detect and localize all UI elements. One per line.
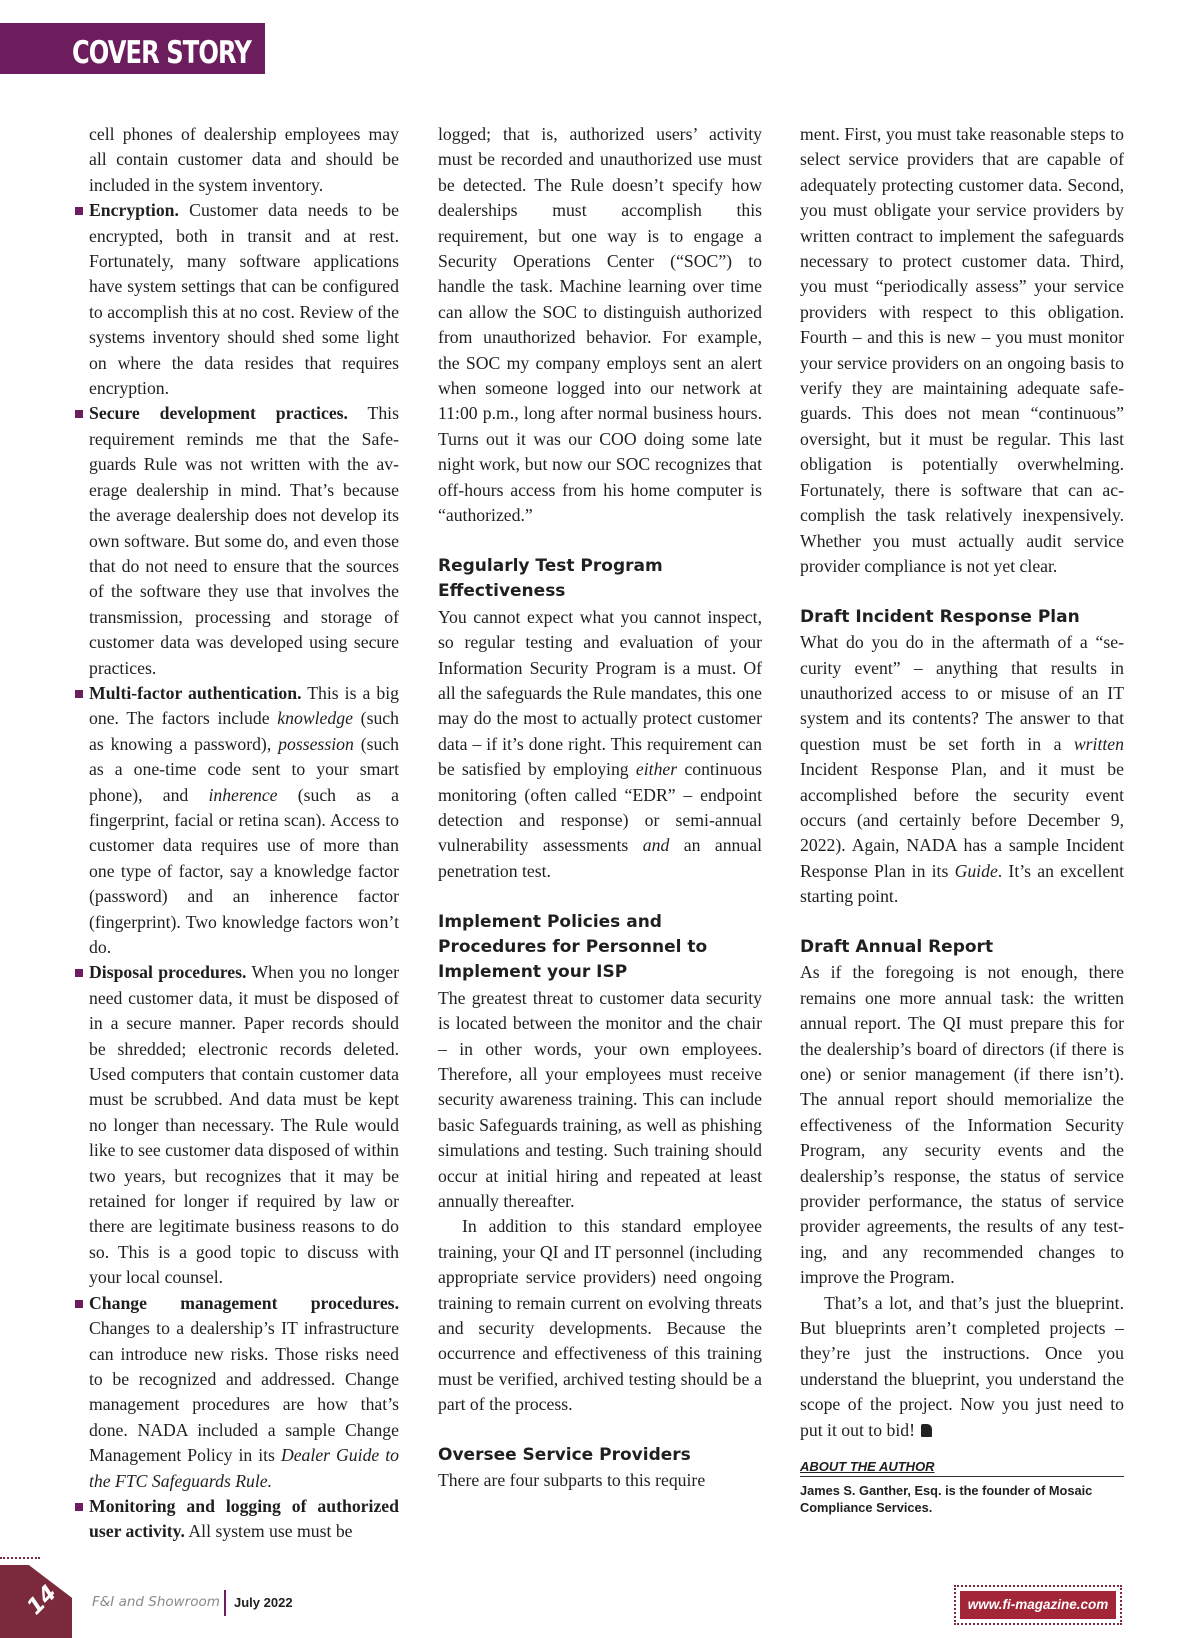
paragraph: logged; that is, authorized users’ activity must be recorded and unauthorized use must be detected. The Rule doesn’t specify how dealerships must accomplish this requirement, but one way is to engage a Security Operations Center (“SOC”) to handle the task. Machine learning over time can allow the SOC to distinguish authorized from unauthorized behavior. For example, the SOC my company employs sent an alert when someone logged into our network at 11:00 p.m., long after normal business hours. Turns out it was our COO doing some late night work, but now our SOC recognizes that off-hours access from his home computer is “authorized.” <box>438 124 762 526</box>
item-text: Customer data needs to be encrypted, both in transit and at rest. Fortunately, many software applications have system settings that can be configured to accomplish this at no cost. Review of the systems inventory should shed some light on where the data resides that requires encryption. <box>89 200 399 399</box>
item-heading: Change management procedures. <box>89 1292 399 1313</box>
subheading-annual-report: Draft Annual Report <box>800 936 994 957</box>
text-emphasis: Guide <box>954 860 998 881</box>
text-run: an annual penetration test. <box>438 835 762 881</box>
section-label: COVER STORY <box>72 35 251 71</box>
about-author-text: James S. Ganther, Esq. is the founder of Mosaic Compliance Services. <box>800 1483 1093 1516</box>
subheading-test-program: Regularly Test Program Effectiveness <box>438 555 663 602</box>
subheading-policies: Implement Policies and Procedures for Personnel to Implement your ISP <box>438 911 708 983</box>
bullet-icon <box>75 207 83 215</box>
paragraph: The greatest threat to customer data security is located between the monitor and the chair – in other words, your own employees. Therefore, all your employees must receive security awareness training. This can include basic Safeguards training, as well as phishing simulations and testing. Such training should occur at initial hiring and repeated at least annually thereafter. <box>438 987 762 1212</box>
item-text: This requirement reminds me that the Safeguards Rule was not written with the average dealership in mind. That’s because the average dealership does not develop its own software. But some do, and even those that do not need to ensure that the sources of the software they use that involves the transmission, processing and storage of customer data was developed using secure practices. <box>89 403 399 678</box>
item-text: (such as knowing a password), <box>89 708 399 754</box>
paragraph <box>800 630 1124 909</box>
magazine-name: F&I and Showroom <box>92 1594 220 1610</box>
paragraph: In addition to this standard employee training, your QI and IT personnel (including appropriate service providers) need ongoing training to remain current on evolving threats and security developments. Because the occurrence and effectiveness of this training must be verified, archived testing should be a part of the process. <box>438 1216 762 1415</box>
bullet-icon <box>75 1300 83 1308</box>
item-text: When you no longer need customer data, it must be disposed of in a secure manner. Paper records should be shredded; electronic records deleted. Used computers that contain customer data must be scrubbed. And data must be kept no longer than necessary. The Rule would like to see customer data disposed of within two years, but recognizes that it may be retained for longer if required by law or there are legitimate business reasons to do so. This is a good topic to discuss with your local counsel. <box>89 962 399 1288</box>
item-heading: Secure development practices. <box>89 403 348 424</box>
paragraph: cell phones of dealership employees may all contain customer data and should be included in the system inventory. <box>89 124 399 195</box>
item-text: (such as a fingerprint, facial or retina scan). Access to customer data requires use of more than one type of factor, say a knowledge factor (password) and an inherence factor (fingerprint). Two knowledge factors won’t do. <box>89 784 399 957</box>
item-emphasis: inherence <box>208 784 278 805</box>
item-text: (such as a one-time code sent to your smart phone), and <box>89 733 399 805</box>
item-heading: Disposal procedures. <box>89 962 247 983</box>
subheading-incident-response: Draft Incident Response Plan <box>800 606 1080 627</box>
item-emphasis: possession <box>278 733 354 754</box>
text-run: What do you do in the aftermath of a “security event” – anything that results in unauthorized access to or misuse of an IT system and its contents? The answer to that question must be set forth in a <box>800 632 1124 754</box>
item-text: All system use must be <box>184 1521 353 1542</box>
subheading-oversee-providers: Oversee Service Providers <box>438 1445 691 1466</box>
item-text: This is a big one. The factors include <box>89 682 399 729</box>
article-column-1 <box>89 122 399 1545</box>
issue-date: July 2022 <box>234 1595 293 1610</box>
item-text: Changes to a dealership’s IT infrastructure can introduce new risks. Those risks need to be recognized and addressed. Change management procedures are how that’s done. NADA included a sample Change Management Policy in its <box>89 1318 399 1466</box>
text-emphasis: and <box>642 835 670 856</box>
item-emphasis: knowledge <box>277 708 353 729</box>
article-column-3 <box>800 122 1124 1516</box>
bullet-icon <box>75 969 83 977</box>
text-run: continuous monitoring (often called “EDR” – endpoint detection and response) or semi-annual vulnerability assessments <box>438 759 763 856</box>
page-number: 14 <box>22 1580 62 1620</box>
article-column-2 <box>438 122 762 1494</box>
end-of-story-icon <box>921 1424 932 1437</box>
list-item-disposal <box>89 960 399 1290</box>
list-item-secure-development <box>89 401 399 680</box>
website-link[interactable]: www.fi-magazine.com <box>960 1591 1116 1619</box>
bullet-icon <box>75 410 83 418</box>
list-item-encryption <box>89 198 399 401</box>
footer-divider <box>224 1590 226 1616</box>
text-run: You cannot expect what you cannot inspect, so regular testing and evaluation of your Information Security Program is a must. Of all the safeguards the Rule mandates, this one may do the most to actually protect customer data – if it’s done right. This requirement can be satisfied by employing <box>438 606 762 780</box>
text-emphasis: either <box>635 759 678 780</box>
item-heading: Encryption. <box>89 200 179 221</box>
item-heading: Monitoring and logging of authorized user activity. <box>89 1495 399 1542</box>
text-run: Incident Response Plan, and it must be accomplished before the security event occurs (and certainly before December 9, 2022). Again, NADA has a sample Incident Response Plan in its <box>800 759 1124 881</box>
paragraph: ment. First, you must take reasonable steps to select service providers that are capable of adequately protecting customer data. Second, you must obligate your service providers by written contract to implement the safeguards necessary to protect customer data. Third, you must “periodically assess” your service providers with respect to this obligation. Fourth – and this is new – you must monitor your service providers on an ongoing basis to verify they are maintaining adequate safeguards. This does not mean “continuous” oversight, but it must be regular. This last obligation is potentially overwhelming. Fortunately, there is software that can accomplish the task relatively inexpensively. Whether you must actually audit service provider compliance is not yet clear. <box>800 124 1124 576</box>
item-emphasis: Dealer Guide to the FTC Safeguards Rule. <box>89 1445 399 1491</box>
bullet-icon <box>75 1503 83 1511</box>
list-item-monitoring <box>89 1494 399 1545</box>
bullet-icon <box>75 690 83 698</box>
corner-dotted-line <box>0 1557 40 1559</box>
text-run: That’s a lot, and that’s just the blueprint. But blueprints aren’t completed projects – they’re just the instructions. Once you understand the blueprint, you understand the scope of the project. Now you just need to put it out to bid! <box>800 1292 1124 1440</box>
item-heading: Multi-factor authentication. <box>89 682 302 703</box>
paragraph <box>438 605 762 884</box>
text-run: . It’s an excellent starting point. <box>800 860 1124 907</box>
paragraph: There are four subparts to this require <box>438 1470 706 1491</box>
list-item-change-management <box>89 1291 399 1494</box>
text-emphasis: written <box>1073 733 1124 754</box>
paragraph: As if the foregoing is not enough, there remains one more annual task: the written annual report. The QI must prepare this for the dealership’s board of directors (if there is one) or senior management (if there isn’t). The annual report should memorialize the effectiveness of the Information Security Program, any security events and the dealership’s response, the status of service provider performance, the status of service provider agreements, the results of any testing, and any recommended changes to improve the Program. <box>800 962 1124 1288</box>
about-author-heading: ABOUT THE AUTHOR <box>800 1459 1124 1477</box>
paragraph-closing <box>800 1291 1124 1443</box>
list-item-mfa <box>89 681 399 960</box>
